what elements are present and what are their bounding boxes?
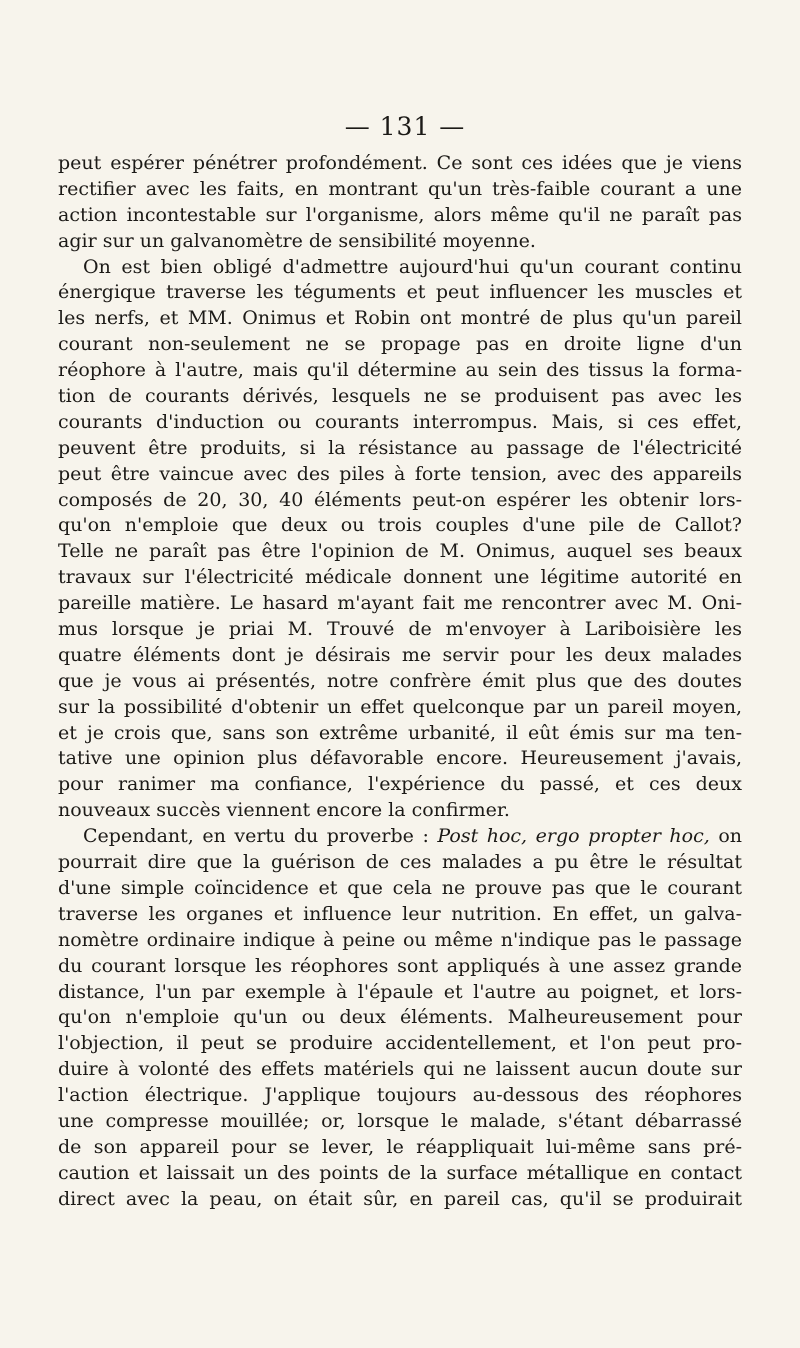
text-line: et je crois que, sans son extrême urbanité, il eût émis sur ma ten- [58, 721, 742, 744]
text-line: peut espérer pénétrer profondément. Ce sont ces idées que je viens [58, 152, 742, 174]
text-line: qu'on n'emploie qu'un ou deux éléments. Malheureusement pour [58, 1006, 742, 1029]
text-line: les nerfs, et MM. Onimus et Robin ont montré de plus qu'un pareil [58, 307, 742, 330]
text-line: tion de courants dérivés, lesquels ne se produisent pas avec les [58, 385, 742, 408]
text-line: nouveaux succès viennent encore la confirmer. [58, 799, 510, 822]
text-line: mus lorsque je priai M. Trouvé de m'envoyer à Lariboisière les [58, 618, 742, 641]
text-line: rectifier avec les faits, en montrant qu'un très-faible courant a une [58, 177, 742, 200]
text-line: direct avec la peau, on était sûr, en pareil cas, qu'il se produirait [58, 1187, 742, 1210]
paragraph-3 [58, 824, 742, 1212]
text-line: pour ranimer ma confiance, l'expérience du passé, et ces deux [58, 773, 742, 796]
text-line: Telle ne paraît pas être l'opinion de M. Onimus, auquel ses beaux [58, 540, 742, 563]
text-line: nomètre ordinaire indique à peine ou même n'indique pas le passage [58, 928, 742, 951]
text-line: qu'on n'emploie que deux ou trois couples d'une pile de Callot? [58, 514, 742, 537]
text-line: que je vous ai présentés, notre confrère émit plus que des doutes [58, 669, 742, 692]
text-line: réophore à l'autre, mais qu'il détermine au sein des tissus la forma- [58, 359, 742, 382]
text-line: caution et laissait un des points de la surface métallique en contact [58, 1161, 742, 1184]
text-line: une compresse mouillée; or, lorsque le malade, s'étant débarrassé [58, 1109, 742, 1132]
text-line: du courant lorsque les réophores sont appliqués à une assez grande [58, 954, 742, 977]
text-line: énergique traverse les téguments et peut influencer les muscles et [58, 281, 742, 304]
text-line: traverse les organes et influence leur nutrition. En effet, un galva- [58, 902, 742, 925]
text-line: travaux sur l'électricité médicale donnent une légitime autorité en [58, 566, 742, 589]
text-line: duire à volonté des effets matériels qui ne laissent aucun doute sur [58, 1058, 742, 1081]
text-line: pareille matière. Le hasard m'ayant fait me rencontrer avec M. Oni- [58, 592, 742, 615]
text-line: l'action électrique. J'applique toujours au-dessous des réophores [58, 1084, 742, 1107]
text-line: peuvent être produits, si la résistance au passage de l'électricité [58, 436, 742, 459]
text-line: composés de 20, 30, 40 éléments peut-on espérer les obtenir lors- [58, 488, 742, 511]
text-line: de son appareil pour se lever, le réappliquait lui-même sans pré- [58, 1135, 742, 1158]
text-line: pourrait dire que la guérison de ces malades a pu être le résultat [58, 851, 742, 874]
text-line: distance, l'un par exemple à l'épaule et l'autre au poignet, et lors- [58, 980, 742, 1003]
text-line: quatre éléments dont je désirais me servir pour les deux malades [58, 643, 742, 666]
latin-proverb: Post hoc, ergo propter hoc, [437, 825, 710, 848]
text-line: Cependant, en vertu du proverbe : Post hoc, ergo propter hoc, on [83, 825, 742, 848]
text-line: On est bien obligé d'admettre aujourd'hui qu'un courant continu [83, 255, 742, 278]
text-line: agir sur un galvanomètre de sensibilité moyenne. [58, 229, 536, 252]
text-line: courant non-seulement ne se propage pas en droite ligne d'un [58, 333, 742, 356]
text-line: d'une simple coïncidence et que cela ne prouve pas que le courant [58, 876, 742, 899]
text-line: action incontestable sur l'organisme, alors même qu'il ne paraît pas [58, 203, 742, 226]
text-line: l'objection, il peut se produire accidentellement, et l'on peut pro- [58, 1032, 742, 1055]
text-line: courants d'induction ou courants interrompus. Mais, si ces effet, [58, 410, 742, 433]
page-number: — 131 — [344, 112, 466, 141]
text-line: tative une opinion plus défavorable encore. Heureusement j'avais, [58, 747, 742, 770]
paragraph-1 [58, 151, 742, 255]
paragraph-2 [58, 255, 742, 825]
text-line: peut être vaincue avec des piles à forte tension, avec des appareils [58, 462, 742, 485]
text-line: sur la possibilité d'obtenir un effet quelconque par un pareil moyen, [58, 695, 742, 718]
